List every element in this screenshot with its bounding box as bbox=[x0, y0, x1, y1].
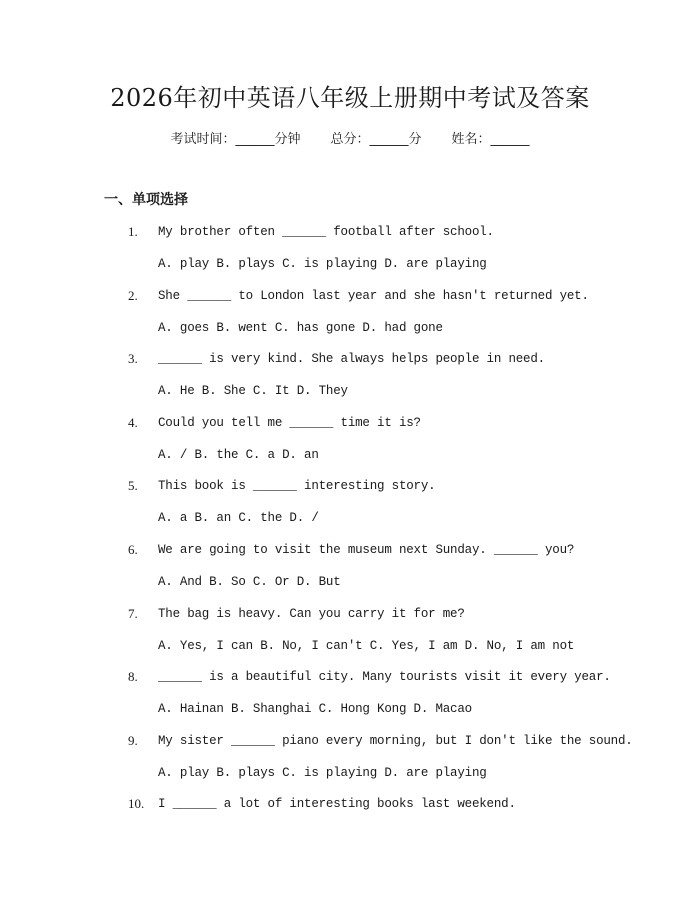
question-number: 7. bbox=[128, 605, 138, 621]
question-stem: We are going to visit the museum next Sunday. ______ you? bbox=[158, 542, 575, 557]
question-item bbox=[0, 476, 700, 540]
question-stem: She ______ to London last year and she hasn't returned yet. bbox=[158, 288, 589, 303]
question-item bbox=[0, 413, 700, 477]
question-item bbox=[0, 286, 700, 350]
question-list bbox=[0, 222, 700, 858]
question-options: A. And B. So C. Or D. But bbox=[158, 574, 341, 589]
question-options: A. Yes, I can B. No, I can't C. Yes, I am D. No, I am not bbox=[158, 638, 575, 653]
exam-time-field: 考试时间：______分钟 bbox=[170, 132, 301, 147]
question-stem: The bag is heavy. Can you carry it for me? bbox=[158, 606, 465, 621]
question-stem: ______ is very kind. She always helps people in need. bbox=[158, 352, 545, 367]
question-item bbox=[0, 731, 700, 795]
question-item bbox=[0, 604, 700, 668]
question-stem: This book is ______ interesting story. bbox=[158, 479, 436, 494]
question-item bbox=[0, 540, 700, 604]
question-stem: Could you tell me ______ time it is? bbox=[158, 415, 421, 430]
question-item bbox=[0, 667, 700, 731]
question-item bbox=[0, 794, 700, 858]
question-options: A. a B. an C. the D. / bbox=[158, 511, 319, 526]
question-item bbox=[0, 349, 700, 413]
question-options: A. goes B. went C. has gone D. had gone bbox=[158, 320, 443, 335]
page-title: 2026年初中英语八年级上册期中考试及答案 bbox=[110, 84, 590, 112]
question-options: A. play B. plays C. is playing D. are playing bbox=[158, 765, 487, 780]
question-number: 9. bbox=[128, 732, 138, 748]
question-number: 5. bbox=[128, 478, 138, 494]
question-stem: ______ is a beautiful city. Many tourists visit it every year. bbox=[158, 670, 611, 685]
exam-name-field: 姓名：______ bbox=[451, 132, 530, 147]
question-stem: I ______ a lot of interesting books last weekend. bbox=[158, 797, 516, 812]
question-stem: My brother often ______ football after school. bbox=[158, 225, 494, 239]
question-options: A. / B. the C. a D. an bbox=[158, 447, 319, 462]
question-stem: My sister ______ piano every morning, but I don't like the sound. bbox=[158, 733, 633, 748]
question-number: 8. bbox=[128, 669, 138, 685]
exam-score-field: 总分：______分 bbox=[330, 132, 422, 147]
question-item bbox=[0, 222, 700, 286]
question-number: 2. bbox=[128, 287, 138, 303]
question-number: 4. bbox=[128, 414, 138, 430]
exam-meta bbox=[0, 130, 700, 150]
question-number: 3. bbox=[128, 351, 138, 367]
question-number: 6. bbox=[128, 541, 138, 557]
question-number: 10. bbox=[128, 796, 145, 812]
section-title: 一、单项选择 bbox=[104, 192, 188, 208]
question-options: A. Hainan B. Shanghai C. Hong Kong D. Macao bbox=[158, 702, 472, 717]
question-number: 1. bbox=[128, 224, 138, 239]
question-options: A. He B. She C. It D. They bbox=[158, 384, 348, 399]
question-options: A. play B. plays C. is playing D. are playing bbox=[158, 257, 487, 271]
